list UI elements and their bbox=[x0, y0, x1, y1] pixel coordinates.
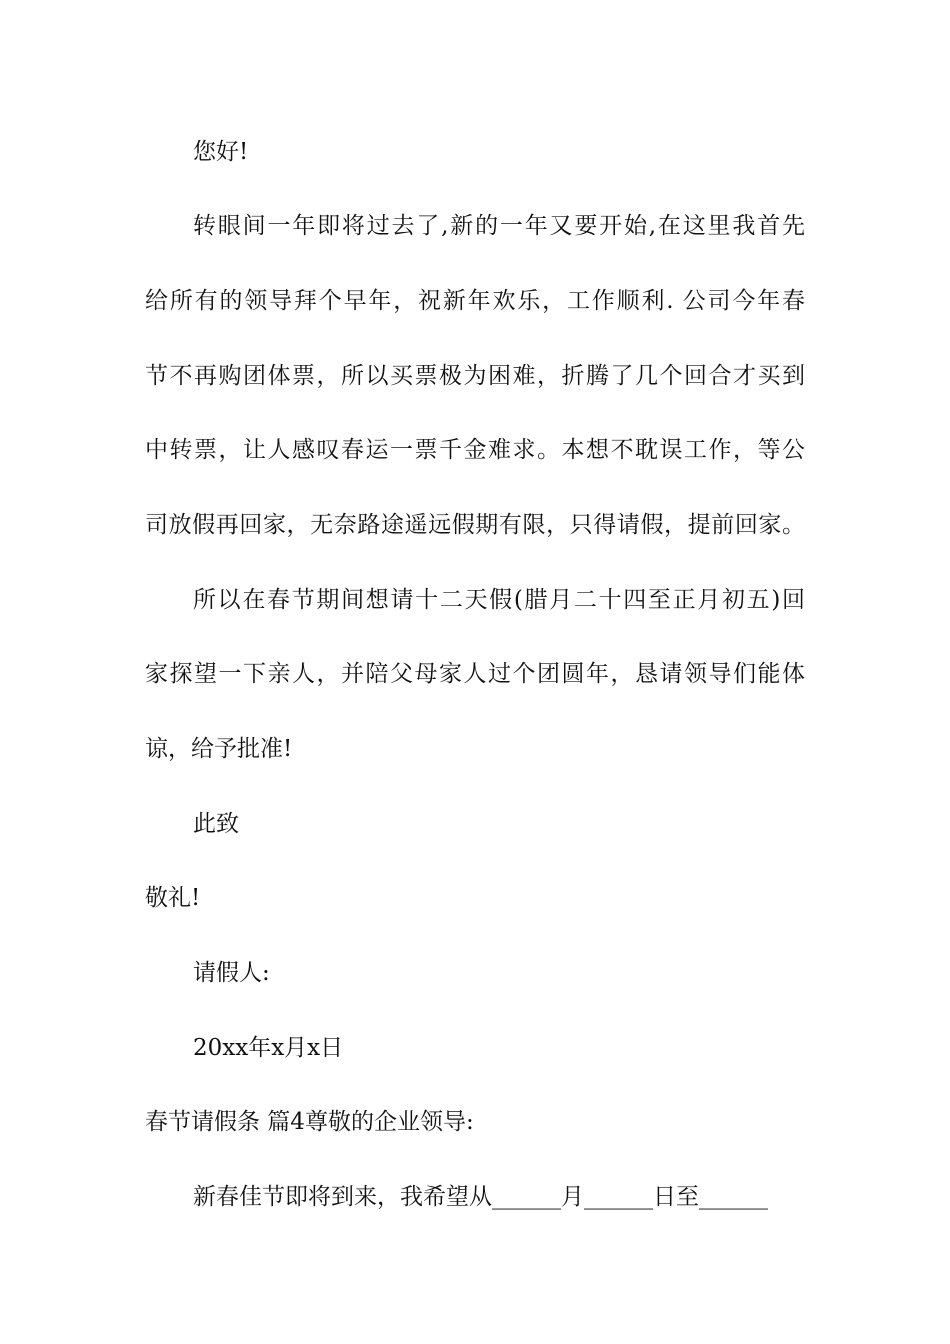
body-line: 中转票，让人感叹春运一票千金难求。本想不耽误工作，等公 bbox=[145, 437, 805, 463]
body-line: 给所有的领导拜个早年，祝新年欢乐，工作顺利. 公司今年春 bbox=[145, 288, 805, 314]
body-line: 家探望一下亲人，并陪父母家人过个团圆年，恳请领导们能体 bbox=[145, 661, 805, 687]
body-line: 新春佳节即将到来，我希望从______月______日至______ bbox=[193, 1184, 768, 1210]
body-line: 节不再购团体票，所以买票极为困难，折腾了几个回合才买到 bbox=[145, 363, 805, 389]
body-line: 转眼间一年即将过去了,新的一年又要开始,在这里我首先 bbox=[193, 213, 805, 239]
body-line: 所以在春节期间想请十二天假(腊月二十四至正月初五)回 bbox=[193, 587, 805, 613]
body-line: 谅，给予批准! bbox=[145, 736, 293, 762]
date-line: 20xx年x月x日 bbox=[193, 1035, 344, 1061]
body-line: 司放假再回家，无奈路途遥远假期有限，只得请假，提前回家。 bbox=[145, 512, 805, 538]
section-heading: 春节请假条 篇4尊敬的企业领导: bbox=[145, 1109, 474, 1135]
closing-line: 此致 bbox=[193, 811, 239, 837]
greeting: 您好! bbox=[193, 139, 249, 165]
closing-salutation: 敬礼! bbox=[145, 885, 201, 911]
signature-label: 请假人: bbox=[193, 960, 270, 986]
